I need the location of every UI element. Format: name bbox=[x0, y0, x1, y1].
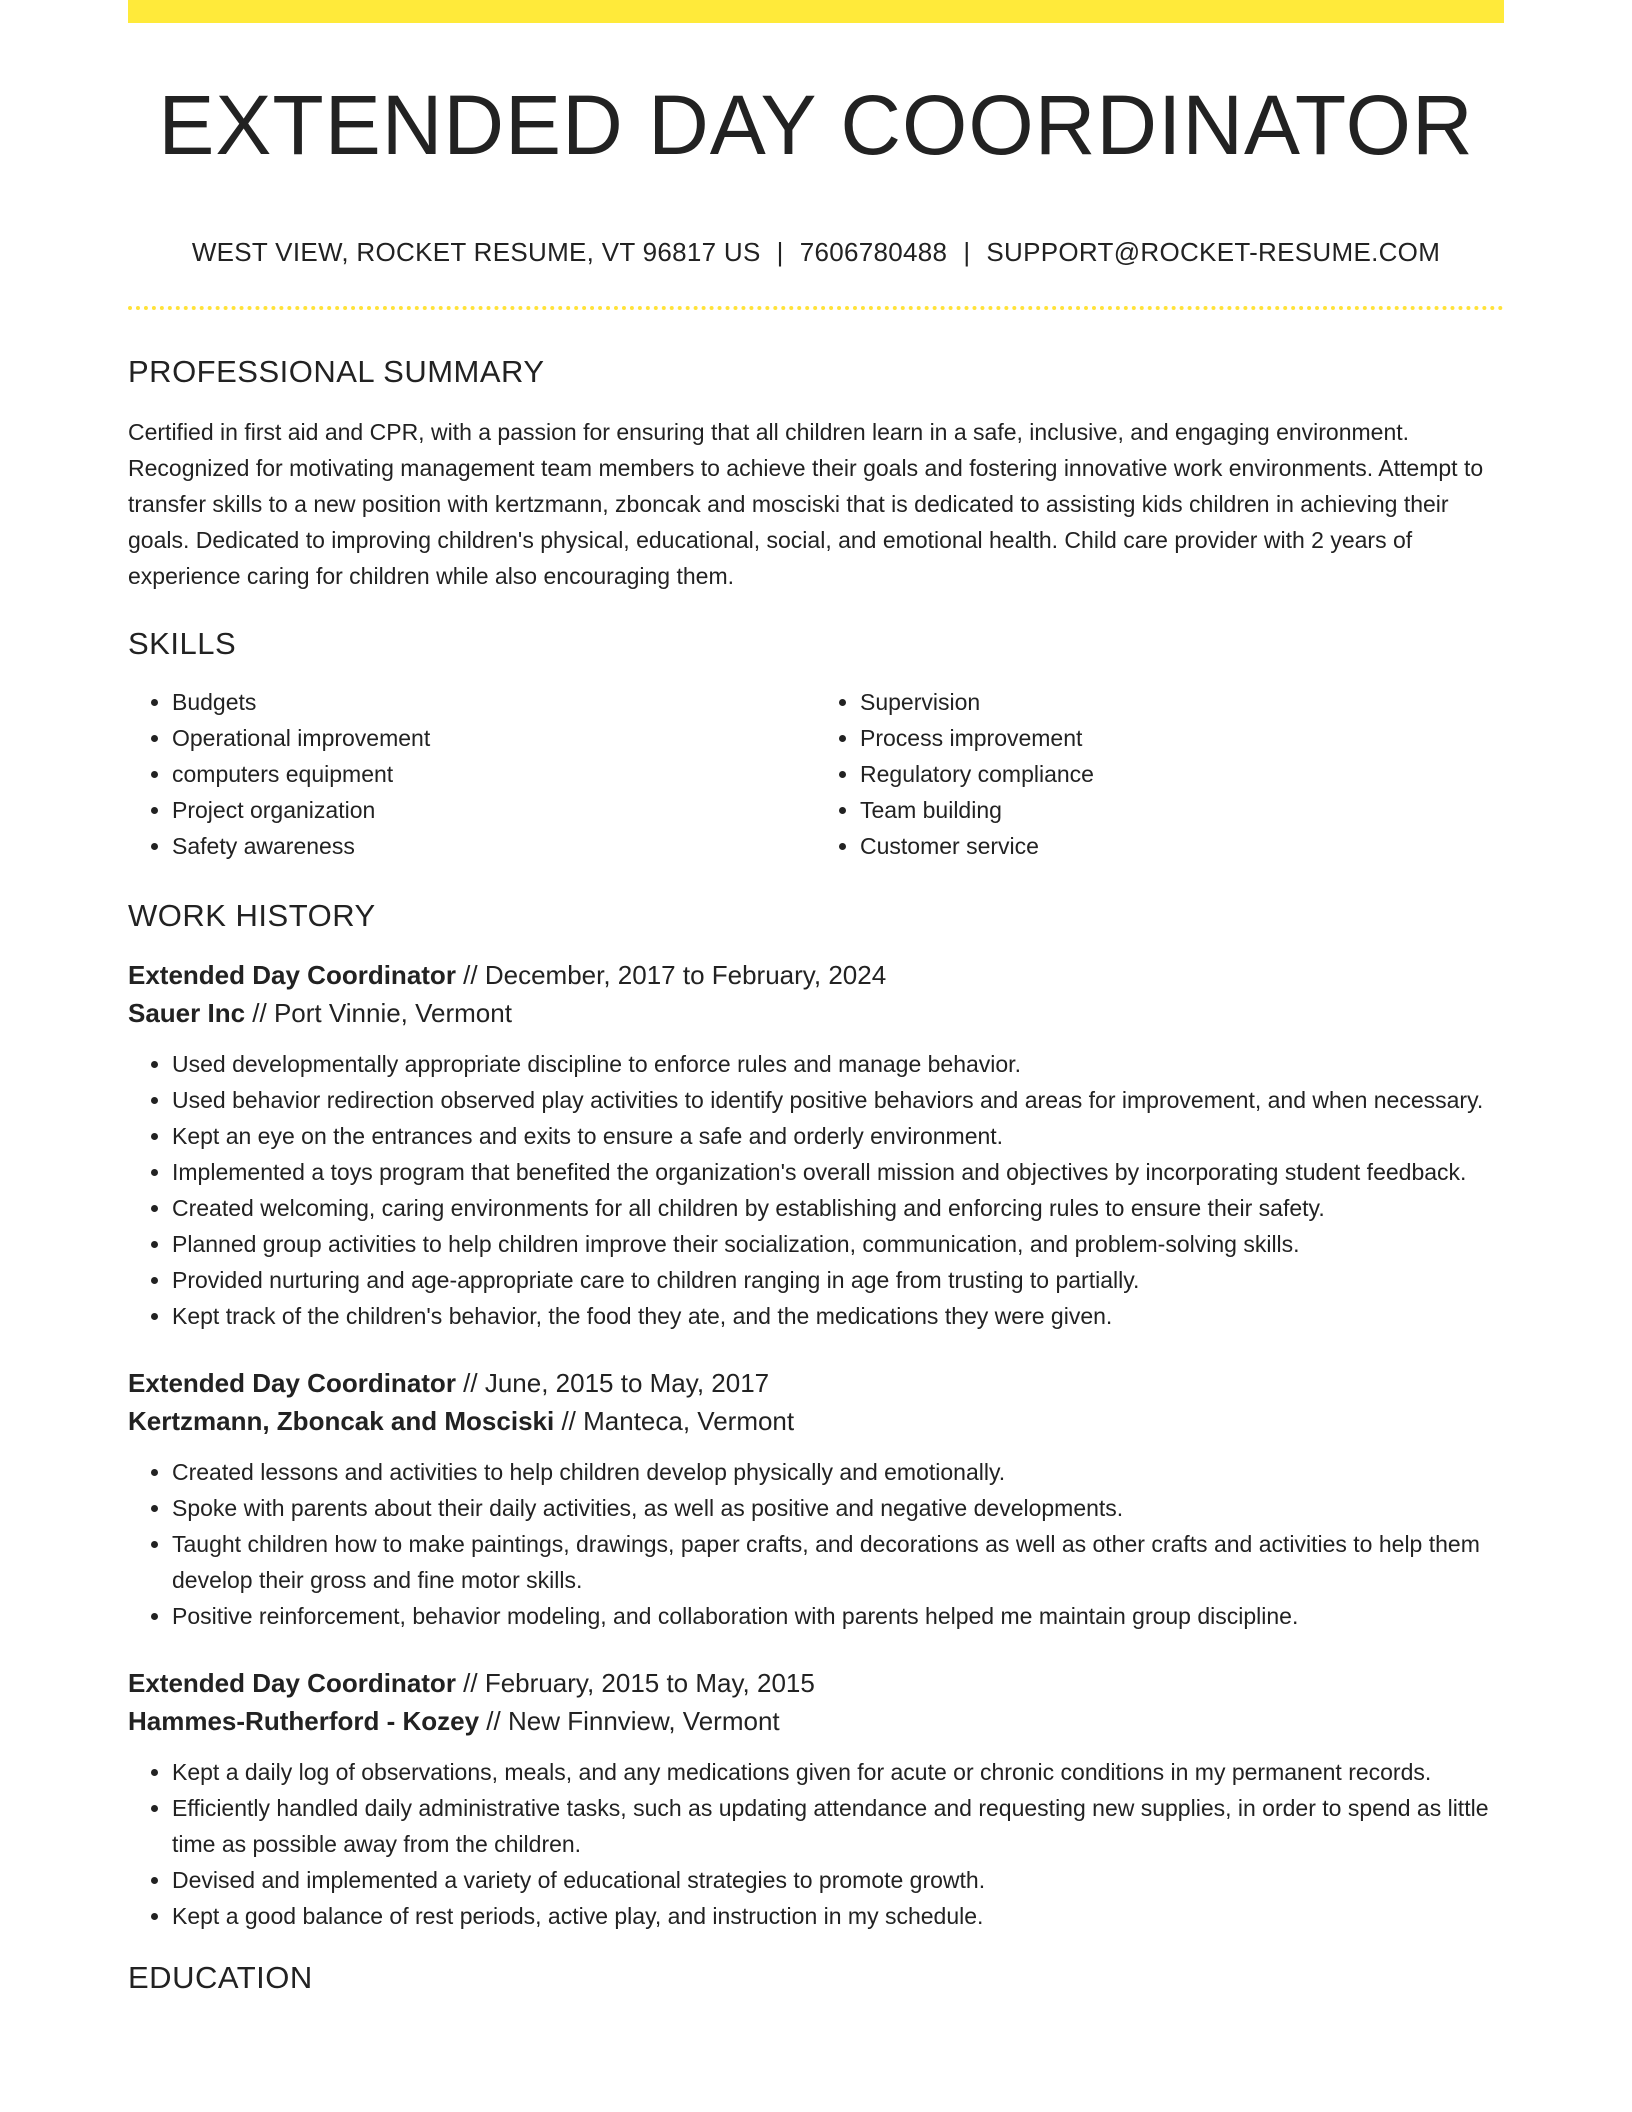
job-bullet: • Kept track of the children's behavior, the food they ate, and the medications they were given. bbox=[172, 1298, 1504, 1334]
job-company: Sauer Inc bbox=[128, 998, 246, 1028]
skill-item: • Process improvement bbox=[860, 720, 1504, 756]
skill-item: • Customer service bbox=[860, 828, 1504, 864]
resume-page bbox=[128, 0, 1504, 1996]
job-bullet: • Spoke with parents about their daily activities, as well as positive and negative developments. bbox=[172, 1490, 1504, 1526]
job-bullet: • Devised and implemented a variety of educational strategies to promote growth. bbox=[172, 1862, 1504, 1898]
job-bullet: • Created lessons and activities to help children develop physically and emotionally. bbox=[172, 1454, 1504, 1490]
resume-name: EXTENDED DAY COORDINATOR bbox=[158, 78, 1474, 172]
skill-item: • Regulatory compliance bbox=[860, 756, 1504, 792]
job-role: Extended Day Coordinator bbox=[128, 960, 456, 990]
skills-column-left bbox=[128, 684, 816, 864]
job-bullet: • Taught children how to make paintings, drawings, paper crafts, and decorations as well as other crafts and activities to help them develop their gross and fine motor skills. bbox=[172, 1526, 1504, 1598]
job-bullet: • Created welcoming, caring environments for all children by establishing and enforcing rules to ensure their safety. bbox=[172, 1190, 1504, 1226]
job-bullets bbox=[128, 1046, 1504, 1334]
job-bullet: • Planned group activities to help children improve their socialization, communication, and problem-solving skills. bbox=[172, 1226, 1504, 1262]
job-title-line bbox=[128, 956, 1504, 994]
contact-address: WEST VIEW, ROCKET RESUME, VT 96817 US bbox=[191, 237, 761, 267]
contact-separator: | bbox=[776, 237, 784, 267]
job-entry bbox=[128, 1664, 1504, 1934]
job-location: // New Finnview, Vermont bbox=[486, 1706, 780, 1736]
job-company-line bbox=[128, 1702, 1504, 1740]
job-dates: // December, 2017 to February, 2024 bbox=[463, 960, 887, 990]
job-bullet: • Positive reinforcement, behavior modeling, and collaboration with parents helped me maintain group discipline. bbox=[172, 1598, 1504, 1634]
job-dates: // June, 2015 to May, 2017 bbox=[463, 1368, 770, 1398]
skills-grid bbox=[128, 684, 1504, 864]
job-bullet: • Efficiently handled daily administrative tasks, such as updating attendance and requesting new supplies, in order to spend as little time as possible away from the children. bbox=[172, 1790, 1504, 1862]
job-company: Hammes-Rutherford - Kozey bbox=[128, 1706, 480, 1736]
job-bullet: • Kept an eye on the entrances and exits to ensure a safe and orderly environment. bbox=[172, 1118, 1504, 1154]
accent-top-bar bbox=[128, 0, 1504, 23]
job-location: // Port Vinnie, Vermont bbox=[252, 998, 512, 1028]
skills-heading: SKILLS bbox=[128, 626, 237, 661]
job-bullet: • Kept a good balance of rest periods, active play, and instruction in my schedule. bbox=[172, 1898, 1504, 1934]
skill-item: • Supervision bbox=[860, 684, 1504, 720]
contact-separator: | bbox=[963, 237, 971, 267]
skill-item: • Team building bbox=[860, 792, 1504, 828]
contact-phone: 7606780488 bbox=[799, 237, 948, 267]
education-heading: EDUCATION bbox=[128, 1960, 313, 1995]
job-role: Extended Day Coordinator bbox=[128, 1668, 456, 1698]
job-company-line bbox=[128, 1402, 1504, 1440]
job-bullet: • Provided nurturing and age-appropriate care to children ranging in age from trusting to partially. bbox=[172, 1262, 1504, 1298]
skill-item: • Safety awareness bbox=[172, 828, 816, 864]
job-dates: // February, 2015 to May, 2015 bbox=[463, 1668, 815, 1698]
contact-email: SUPPORT@ROCKET-RESUME.COM bbox=[986, 237, 1441, 267]
job-location: // Manteca, Vermont bbox=[561, 1406, 795, 1436]
work-history-heading: WORK HISTORY bbox=[128, 898, 376, 933]
job-entry bbox=[128, 956, 1504, 1334]
job-bullet: • Kept a daily log of observations, meals, and any medications given for acute or chronic conditions in my permanent records. bbox=[172, 1754, 1504, 1790]
job-role: Extended Day Coordinator bbox=[128, 1368, 456, 1398]
job-bullet: • Implemented a toys program that benefited the organization's overall mission and objectives by incorporating student feedback. bbox=[172, 1154, 1504, 1190]
job-bullet: • Used developmentally appropriate discipline to enforce rules and manage behavior. bbox=[172, 1046, 1504, 1082]
job-bullet: • Used behavior redirection observed play activities to identify positive behaviors and areas for improvement, and when necessary. bbox=[172, 1082, 1504, 1118]
contact-line bbox=[128, 237, 1504, 268]
job-entry bbox=[128, 1364, 1504, 1634]
job-title-line bbox=[128, 1664, 1504, 1702]
skill-item: • computers equipment bbox=[172, 756, 816, 792]
job-title-line bbox=[128, 1364, 1504, 1402]
summary-text: Certified in first aid and CPR, with a passion for ensuring that all children learn in a safe, inclusive, and engaging environment. Recognized for motivating management team members to achieve their goals and fostering innovative work environments. Attempt to transfer skills to a new position with kertzmann, zboncak and mosciski that is dedicated to assisting kids children in achieving their goals. Dedicated to improving children's physical, educational, social, and emotional health. Child care provider with 2 years of experience caring for children while also encouraging them. bbox=[128, 419, 1484, 589]
skill-item: • Project organization bbox=[172, 792, 816, 828]
summary-heading: PROFESSIONAL SUMMARY bbox=[128, 354, 545, 389]
skills-column-right bbox=[816, 684, 1504, 864]
job-company-line bbox=[128, 994, 1504, 1032]
job-bullets bbox=[128, 1454, 1504, 1634]
job-bullets bbox=[128, 1754, 1504, 1934]
skill-item: • Operational improvement bbox=[172, 720, 816, 756]
job-company: Kertzmann, Zboncak and Mosciski bbox=[128, 1406, 555, 1436]
dotted-divider bbox=[128, 306, 1504, 310]
skill-item: • Budgets bbox=[172, 684, 816, 720]
